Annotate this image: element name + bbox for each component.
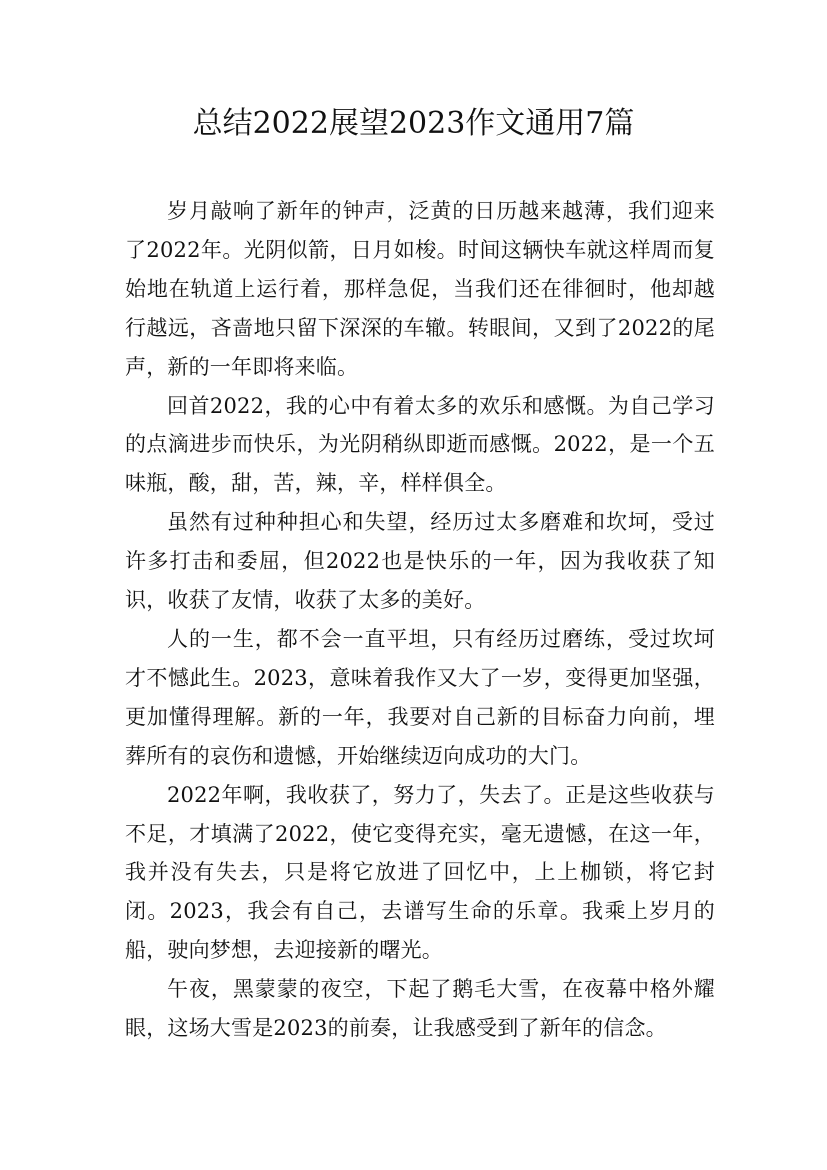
paragraph-2: 回首2022，我的心中有着太多的欢乐和感慨。为自己学习的点滴进步而快乐，为光阴稍纵即逝而感慨。2022，是一个五味瓶，酸，甜，苦，辣，辛，样样俱全。 [125, 393, 715, 496]
paragraph-5: 2022年啊，我收获了，努力了，失去了。正是这些收获与不足，才填满了2022，使它变得充实，毫无遗憾，在这一年，我并没有失去，只是将它放进了回忆中，上上枷锁，将它封闭。2023，我会有自己，去谱写生命的乐章。我乘上岁月的船，驶向梦想，去迎接新的曙光。 [125, 782, 715, 963]
document-body [125, 192, 715, 1048]
paragraph-6: 午夜，黑蒙蒙的夜空，下起了鹅毛大雪，在夜幕中格外耀眼，这场大雪是2023的前奏，让我感受到了新年的信念。 [125, 977, 715, 1041]
paragraph-3: 虽然有过种种担心和失望，经历过太多磨难和坎坷，受过许多打击和委屈，但2022也是快乐的一年，因为我收获了知识，收获了友情，收获了太多的美好。 [125, 510, 715, 613]
paragraph-1: 岁月敲响了新年的钟声，泛黄的日历越来越薄，我们迎来了2022年。光阴似箭，日月如梭。时间这辆快车就这样周而复始地在轨道上运行着，那样急促，当我们还在徘徊时，他却越行越远，吝啬地只留下深深的车辙。转眼间，又到了2022的尾声，新的一年即将来临。 [125, 199, 715, 379]
document-title: 总结2022展望2023作文通用7篇 [192, 106, 635, 141]
paragraph-4: 人的一生，都不会一直平坦，只有经历过磨练，受过坎坷才不憾此生。2023，意味着我作又大了一岁，变得更加坚强，更加懂得理解。新的一年，我要对自己新的目标奋力向前，埋葬所有的哀伤和遗憾，开始继续迈向成功的大门。 [125, 626, 715, 768]
